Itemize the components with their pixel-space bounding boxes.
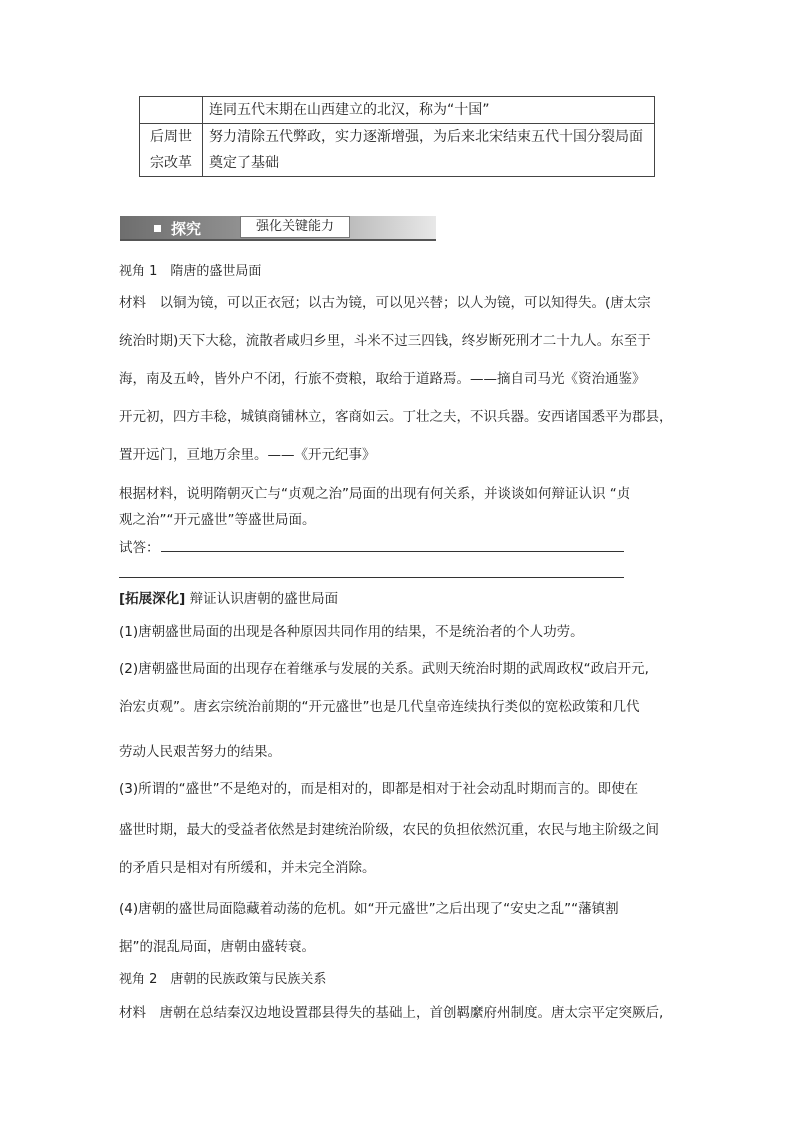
expansion-line: (2)唐朝盛世局面的出现存在着继承与发展的关系。武则天统治时期的武周政权“政启开元, <box>119 661 649 677</box>
answer-line[interactable] <box>119 577 624 578</box>
expansion-line: (1)唐朝盛世局面的出现是各种原因共同作用的结果，不是统治者的个人功劳。 <box>119 624 584 640</box>
material-line: 材料 以铜为镜，可以正衣冠；以古为镜，可以见兴替；以人为镜，可以知得失。(唐太宗 <box>119 295 651 311</box>
expansion-line: 劳动人民艰苦努力的结果。 <box>119 744 281 760</box>
expansion-line: (4)唐朝的盛世局面隐藏着动荡的危机。如“开元盛世”之后出现了“安史之乱”“藩镇割 <box>119 901 619 917</box>
material-line: 置开远门，亘地万余里。——《开元纪事》 <box>119 447 376 463</box>
summary-table <box>139 96 655 177</box>
table-label-line: 宗改革 <box>150 155 192 171</box>
material-line: 统治时期)天下大稔，流散者咸归乡里，斗米不过三四钱，终岁断死刑才二十九人。东至于 <box>119 333 651 349</box>
table-text-line: 奠定了基础 <box>209 155 279 171</box>
table-row <box>140 124 655 177</box>
section2-heading: 视角 2 唐朝的民族政策与民族关系 <box>119 972 327 987</box>
material-line: 开元初，四方丰稔，城镇商铺林立，客商如云。丁壮之夫，不识兵器。安西诸国悉平为郡县， <box>119 409 673 425</box>
expansion-line: 的矛盾只是相对有所缓和，并未完全消除。 <box>119 860 376 876</box>
table-label-line: 后周世 <box>150 129 192 145</box>
expansion-tag: [拓展深化] <box>119 591 186 607</box>
table-row <box>140 97 655 124</box>
table-cell-content <box>203 124 655 177</box>
question-line: 根据材料，说明隋朝灭亡与“贞观之治”局面的出现有何关系，并谈谈如何辩证认识 “贞 <box>119 486 631 502</box>
banner-underline <box>120 239 436 241</box>
table-cell-label <box>140 124 203 177</box>
banner-left <box>120 216 236 240</box>
table-text-line: 连同五代末期在山西建立的北汉，称为“十国” <box>209 102 490 118</box>
table-cell-label <box>140 97 203 124</box>
expansion-line: (3)所谓的“盛世”不是绝对的，而是相对的，即都是相对于社会动乱时期而言的。即使在 <box>119 781 639 797</box>
expansion-line: 据”的混乱局面，唐朝由盛转衰。 <box>119 939 315 955</box>
expansion-title: 辩证认识唐朝的盛世局面 <box>189 591 339 607</box>
answer-line[interactable] <box>161 551 624 552</box>
expansion-heading <box>119 587 679 607</box>
section1-heading: 视角 1 隋唐的盛世局面 <box>119 264 262 279</box>
square-bullet-icon <box>154 225 161 232</box>
answer-label: 试答： <box>119 540 160 556</box>
table-text-line: 努力清除五代弊政，实力逐渐增强，为后来北宋结束五代十国分裂局面 <box>209 129 643 145</box>
expansion-line: 治宏贞观”。唐玄宗统治前期的“开元盛世”也是几代皇帝连续执行类似的宽松政策和几代 <box>119 699 640 715</box>
banner-subtitle: 强化关键能力 <box>240 216 350 238</box>
question-line: 观之治”“开元盛世”等盛世局面。 <box>119 512 316 528</box>
banner-title: 探究 <box>171 219 202 238</box>
material-line: 海，南及五岭，皆外户不闭，行旅不赍粮，取给于道路焉。——摘自司马光《资治通鉴》 <box>119 371 646 387</box>
table-cell-content <box>203 97 655 124</box>
expansion-line: 盛世时期，最大的受益者依然是封建统治阶级，农民的负担依然沉重，农民与地主阶级之间 <box>119 822 659 838</box>
section-banner <box>120 216 436 240</box>
material-line: 材料 唐朝在总结秦汉边地设置郡县得失的基础上，首创羁縻府州制度。唐太宗平定突厥后, <box>119 1005 664 1021</box>
